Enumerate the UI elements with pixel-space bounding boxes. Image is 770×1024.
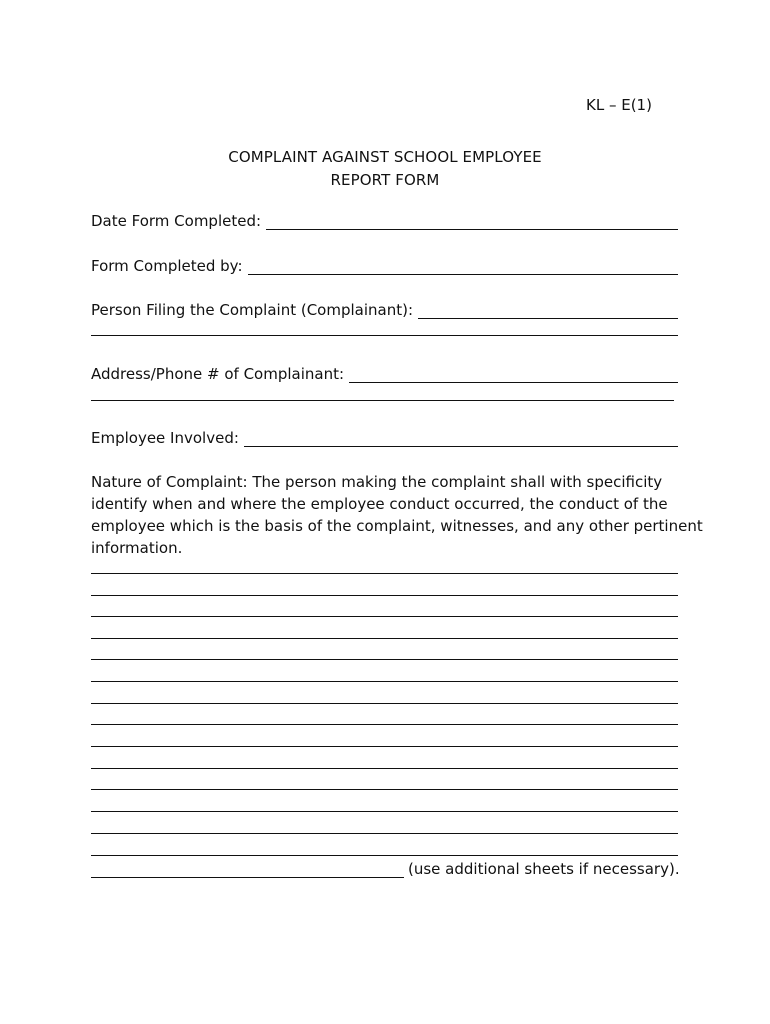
complaint-line[interactable] — [91, 811, 678, 812]
complaint-line[interactable] — [91, 833, 678, 834]
form-title: COMPLAINT AGAINST SCHOOL EMPLOYEE — [228, 148, 542, 166]
complaint-line[interactable] — [91, 789, 678, 790]
address-phone-row — [91, 365, 678, 383]
date-completed-row — [91, 212, 678, 230]
complaint-line[interactable] — [91, 595, 678, 596]
complaint-line[interactable] — [91, 768, 678, 769]
complaint-line[interactable] — [91, 659, 678, 660]
form-subtitle: REPORT FORM — [330, 171, 440, 189]
completed-by-row — [91, 257, 678, 275]
nature-line: employee which is the basis of the complaint, witnesses, and any other pertinent — [91, 517, 703, 535]
complainant-row — [91, 301, 678, 319]
date-completed-label: Date Form Completed: — [91, 212, 262, 230]
date-completed-field[interactable] — [266, 215, 678, 230]
complainant-label: Person Filing the Complaint (Complainant): — [91, 301, 414, 319]
complaint-line[interactable] — [91, 703, 678, 704]
complainant-field-continued[interactable] — [91, 335, 678, 336]
complaint-line[interactable] — [91, 855, 678, 856]
address-phone-label: Address/Phone # of Complainant: — [91, 365, 345, 383]
employee-label: Employee Involved: — [91, 429, 239, 447]
complaint-line[interactable] — [91, 746, 678, 747]
complaint-line[interactable] — [91, 573, 678, 574]
completed-by-label: Form Completed by: — [91, 257, 243, 275]
completed-by-field[interactable] — [248, 260, 679, 275]
complaint-line[interactable] — [91, 681, 678, 682]
final-line-row — [91, 860, 680, 878]
nature-line: information. — [91, 539, 183, 557]
complaint-line[interactable] — [91, 616, 678, 617]
address-phone-field-continued[interactable] — [91, 400, 674, 401]
nature-line: identify when and where the employee conduct occurred, the conduct of the — [91, 495, 668, 513]
complaint-line[interactable] — [91, 863, 404, 878]
nature-line: Nature of Complaint: The person making the complaint shall with specificity — [91, 473, 663, 491]
nature-of-complaint-text — [91, 471, 703, 559]
complaint-line[interactable] — [91, 724, 678, 725]
complainant-field[interactable] — [418, 304, 678, 319]
employee-row — [91, 429, 678, 447]
additional-sheets-note: (use additional sheets if necessary). — [408, 860, 680, 878]
complaint-line[interactable] — [91, 638, 678, 639]
address-phone-field[interactable] — [349, 368, 678, 383]
employee-field[interactable] — [244, 432, 678, 447]
document-code: KL – E(1) — [586, 96, 652, 114]
